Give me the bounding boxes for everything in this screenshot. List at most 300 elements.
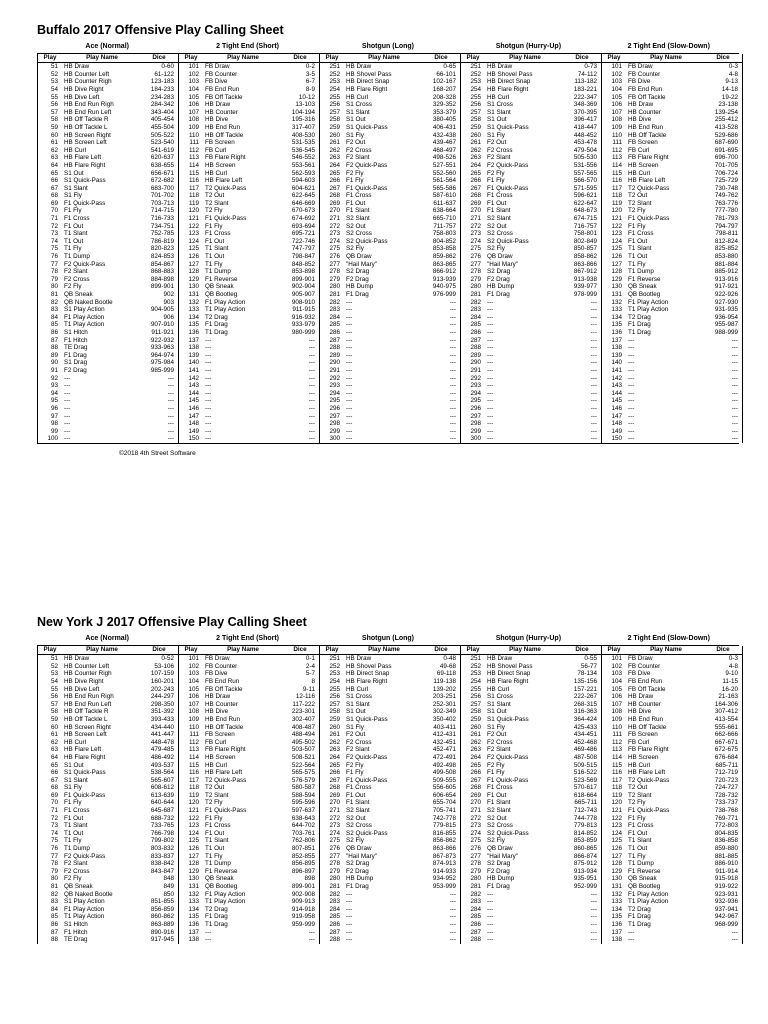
formation-title: 2 Tight End (Short) bbox=[216, 635, 280, 642]
play-row bbox=[179, 207, 319, 215]
dice-range: 899-901 bbox=[150, 283, 174, 291]
dice-range: --- bbox=[590, 890, 597, 898]
play-row bbox=[320, 405, 460, 413]
play-name: T1 Drag bbox=[628, 328, 651, 336]
play-name: --- bbox=[628, 420, 635, 428]
dice-range: 911-921 bbox=[151, 328, 174, 336]
play-row bbox=[602, 845, 742, 853]
dice-range: 0-73 bbox=[584, 63, 597, 71]
play-number: 133 bbox=[188, 898, 199, 906]
play-number: 296 bbox=[470, 404, 481, 412]
play-row bbox=[461, 845, 601, 853]
play-name: TE Drag bbox=[64, 936, 88, 944]
play-row bbox=[320, 815, 460, 823]
play-name: --- bbox=[346, 313, 353, 321]
play-name: QB Naked Bootle bbox=[64, 298, 113, 306]
play-name: S2 Cross bbox=[487, 230, 513, 238]
play-name: T1 Dump bbox=[628, 268, 654, 276]
play-name: "Hail Mary" bbox=[487, 260, 519, 268]
play-name: FB End Run bbox=[205, 677, 240, 685]
dice-range: 899-901 bbox=[291, 883, 315, 890]
dice-range: 848 bbox=[163, 875, 174, 883]
play-number: 125 bbox=[188, 245, 199, 253]
play-number: 82 bbox=[50, 890, 58, 898]
dice-range: --- bbox=[308, 404, 315, 412]
play-row bbox=[179, 898, 319, 906]
play-name: T1 Dump bbox=[64, 253, 90, 261]
play-number: 147 bbox=[611, 412, 622, 420]
dice-range: 674-715 bbox=[573, 215, 597, 223]
dice-range: 803-832 bbox=[150, 845, 174, 853]
dice-range: 597-637 bbox=[291, 807, 315, 815]
dice-range: 933-963 bbox=[150, 344, 174, 352]
dice-range: 712-719 bbox=[714, 769, 738, 777]
play-name: S2 Drag bbox=[346, 268, 370, 276]
dice-range: 255-412 bbox=[714, 116, 738, 124]
play-row bbox=[461, 898, 601, 906]
play-number: 125 bbox=[611, 837, 622, 845]
play-row bbox=[602, 132, 742, 140]
dice-range: 0-3 bbox=[728, 655, 738, 663]
play-number: 102 bbox=[188, 70, 199, 78]
play-row bbox=[320, 321, 460, 329]
play-number: 65 bbox=[50, 761, 58, 769]
dice-range: 913-938 bbox=[573, 275, 597, 283]
play-row bbox=[38, 397, 178, 405]
play-number: 90 bbox=[50, 359, 58, 367]
dice-range: 302-407 bbox=[291, 715, 315, 723]
dice-range: --- bbox=[308, 928, 315, 936]
play-row bbox=[602, 428, 742, 436]
play-row bbox=[320, 663, 460, 671]
dice-range: 978-999 bbox=[573, 291, 597, 298]
play-name: F1 Fly bbox=[346, 177, 364, 185]
play-row bbox=[602, 230, 742, 238]
dice-range: 479-485 bbox=[150, 746, 174, 754]
play-name: HB Draw bbox=[205, 101, 231, 109]
play-name: HB Curl bbox=[205, 761, 228, 769]
column-header bbox=[461, 646, 601, 655]
dice-range: 505-522 bbox=[150, 131, 174, 139]
play-row bbox=[320, 898, 460, 906]
play-row bbox=[179, 929, 319, 937]
dice-range: 904-905 bbox=[150, 306, 174, 314]
dice-range: 644-702 bbox=[291, 822, 315, 830]
play-row bbox=[602, 420, 742, 428]
play-row bbox=[602, 435, 742, 443]
dice-range: --- bbox=[308, 351, 315, 359]
play-name: --- bbox=[346, 366, 353, 374]
play-name: F2 Cross bbox=[346, 738, 372, 746]
play-row bbox=[320, 724, 460, 732]
dice-range: 915-918 bbox=[714, 875, 738, 883]
play-row bbox=[38, 929, 178, 937]
play-name: S1 Slant bbox=[487, 700, 511, 708]
play-number: 149 bbox=[188, 427, 199, 435]
play-row bbox=[179, 655, 319, 663]
dice-range: 69-118 bbox=[436, 670, 456, 678]
play-row bbox=[461, 883, 601, 891]
play-row bbox=[461, 177, 601, 185]
play-row bbox=[179, 321, 319, 329]
dice-range: 674-692 bbox=[291, 215, 315, 223]
play-row bbox=[38, 162, 178, 170]
play-number: 74 bbox=[50, 829, 58, 837]
dice-range: --- bbox=[449, 412, 456, 420]
dice-range: 452-468 bbox=[573, 738, 597, 746]
play-name: F1 Cross bbox=[64, 807, 90, 815]
play-row bbox=[320, 101, 460, 109]
dice-range: --- bbox=[731, 928, 738, 936]
play-number: 106 bbox=[188, 101, 199, 109]
play-number: 117 bbox=[188, 776, 199, 784]
play-row bbox=[602, 162, 742, 170]
play-name: HB Curl bbox=[346, 93, 369, 101]
play-name: HB Dive bbox=[205, 708, 229, 716]
play-row bbox=[602, 268, 742, 276]
play-number: 97 bbox=[50, 412, 58, 420]
dice-range: 453-478 bbox=[573, 139, 597, 147]
play-row bbox=[179, 746, 319, 754]
dice-range: 6-7 bbox=[305, 78, 315, 86]
play-grid bbox=[37, 645, 739, 944]
play-name: --- bbox=[628, 336, 635, 344]
play-row bbox=[38, 784, 178, 792]
play-name: --- bbox=[346, 420, 353, 428]
play-row bbox=[320, 352, 460, 360]
play-name: T1 Out bbox=[64, 829, 84, 837]
dice-range: 665-710 bbox=[432, 215, 456, 223]
play-row bbox=[38, 913, 178, 921]
dice-range: --- bbox=[167, 412, 174, 420]
play-number: 264 bbox=[329, 161, 340, 169]
play-name: --- bbox=[487, 928, 494, 936]
dice-range: --- bbox=[449, 344, 456, 352]
play-name: HB Off Tackle R bbox=[64, 116, 109, 124]
play-row bbox=[602, 807, 742, 815]
play-number: 275 bbox=[329, 837, 340, 845]
play-number: 117 bbox=[611, 184, 622, 192]
play-number: 100 bbox=[47, 435, 58, 443]
play-row bbox=[38, 200, 178, 208]
play-name: FB Flare Right bbox=[205, 154, 246, 162]
play-number: 71 bbox=[50, 215, 58, 223]
dice-range: 56-77 bbox=[580, 662, 597, 670]
play-name: S2 Slant bbox=[346, 215, 370, 223]
play-row bbox=[179, 390, 319, 398]
play-name: F1 Play Action bbox=[205, 298, 246, 306]
play-number: 75 bbox=[50, 837, 58, 845]
play-row bbox=[461, 71, 601, 79]
play-row bbox=[179, 891, 319, 899]
play-name: F2 Fly bbox=[487, 761, 505, 769]
dice-range: 587-610 bbox=[432, 192, 456, 200]
play-number: 135 bbox=[611, 913, 622, 921]
play-row bbox=[320, 799, 460, 807]
play-name: S2 Slant bbox=[346, 807, 370, 815]
dice-range: 850 bbox=[163, 890, 174, 898]
dice-range: --- bbox=[590, 359, 597, 367]
dice-range: --- bbox=[590, 898, 597, 906]
play-name: HB Curl bbox=[487, 93, 510, 101]
play-name: FB Screen bbox=[628, 731, 658, 739]
play-name: --- bbox=[487, 344, 494, 352]
play-row bbox=[461, 329, 601, 337]
play-row bbox=[461, 891, 601, 899]
play-row bbox=[461, 139, 601, 147]
play-name: HB Shovel Pass bbox=[346, 662, 392, 670]
play-row bbox=[179, 762, 319, 770]
dice-range: 703-761 bbox=[291, 829, 315, 837]
dice-range: 565-607 bbox=[150, 776, 174, 784]
play-row bbox=[179, 906, 319, 914]
play-number: 273 bbox=[470, 822, 481, 830]
dice-range: --- bbox=[449, 890, 456, 898]
play-name: HB Counter bbox=[628, 700, 661, 708]
play-row bbox=[320, 147, 460, 155]
play-number: 252 bbox=[470, 70, 481, 78]
play-number: 79 bbox=[50, 867, 58, 875]
play-row bbox=[38, 207, 178, 215]
play-name: HB End Run Left bbox=[64, 700, 112, 708]
play-name: HB Shovel Pass bbox=[487, 70, 533, 78]
play-row bbox=[602, 724, 742, 732]
dice-range: 441-447 bbox=[150, 731, 174, 739]
play-row bbox=[320, 382, 460, 390]
dice-range: --- bbox=[590, 928, 597, 936]
play-name: HB Draw bbox=[205, 693, 231, 701]
play-row bbox=[320, 891, 460, 899]
play-row bbox=[320, 716, 460, 724]
play-name: HB End Run bbox=[628, 123, 664, 131]
dice-range: 469-486 bbox=[573, 746, 597, 754]
play-number: 108 bbox=[188, 708, 199, 716]
dice-range: 909-913 bbox=[291, 898, 315, 906]
play-row bbox=[602, 78, 742, 86]
play-number: 114 bbox=[611, 161, 622, 169]
play-row bbox=[320, 78, 460, 86]
play-number: 54 bbox=[50, 677, 58, 685]
play-row bbox=[320, 230, 460, 238]
column-header bbox=[320, 54, 460, 63]
play-name-header: Play Name bbox=[86, 646, 118, 653]
play-row bbox=[602, 405, 742, 413]
play-row bbox=[179, 245, 319, 253]
play-number: 120 bbox=[188, 207, 199, 215]
dice-range: 863-865 bbox=[432, 260, 456, 268]
play-row bbox=[461, 731, 601, 739]
play-name: HB Draw bbox=[628, 101, 654, 109]
play-name: F1 Quick-Pass bbox=[205, 807, 247, 815]
play-number: 55 bbox=[50, 93, 58, 101]
play-name: HB Dive bbox=[628, 116, 652, 124]
play-number: 104 bbox=[611, 85, 622, 93]
play-number: 69 bbox=[50, 199, 58, 207]
play-row bbox=[602, 693, 742, 701]
play-number: 132 bbox=[611, 298, 622, 306]
play-number: 295 bbox=[329, 397, 340, 405]
play-name: F1 Cross bbox=[346, 192, 372, 200]
column-header bbox=[320, 646, 460, 655]
play-name: HB Curl bbox=[205, 169, 228, 177]
play-row bbox=[38, 655, 178, 663]
play-name: --- bbox=[64, 420, 71, 428]
play-name: S1 Drag bbox=[64, 359, 88, 367]
play-name: F1 Play Action bbox=[64, 313, 105, 321]
play-row bbox=[179, 139, 319, 147]
play-row bbox=[38, 132, 178, 140]
play-row bbox=[38, 215, 178, 223]
play-number: 258 bbox=[470, 116, 481, 124]
play-name: --- bbox=[64, 427, 71, 435]
play-name: F1 Slant bbox=[487, 799, 511, 807]
play-name: S2 Out bbox=[487, 222, 507, 230]
play-name: T2 Slant bbox=[628, 791, 652, 799]
play-name: F1 Drag bbox=[487, 291, 510, 298]
play-number: 261 bbox=[470, 731, 481, 739]
play-name: --- bbox=[346, 359, 353, 367]
play-row bbox=[179, 116, 319, 124]
dice-range: 160-201 bbox=[150, 677, 174, 685]
play-name: F1 Play Action bbox=[628, 298, 669, 306]
formation-column bbox=[602, 646, 743, 944]
play-row bbox=[179, 268, 319, 276]
play-name: --- bbox=[487, 420, 494, 428]
play-name: F1 Play Action bbox=[64, 905, 105, 913]
dice-range: 576-579 bbox=[291, 776, 315, 784]
play-name: --- bbox=[205, 351, 212, 359]
play-name: HB Draw bbox=[64, 655, 90, 663]
play-row bbox=[461, 306, 601, 314]
play-row bbox=[461, 739, 601, 747]
dice-header: Dice bbox=[575, 646, 589, 653]
dice-range: --- bbox=[308, 936, 315, 944]
dice-range: 16-20 bbox=[721, 685, 738, 693]
play-number: 288 bbox=[470, 936, 481, 944]
dice-range: 117-222 bbox=[292, 700, 315, 708]
play-name: S1 Out bbox=[346, 116, 366, 124]
play-row bbox=[179, 853, 319, 861]
play-number: 281 bbox=[329, 291, 340, 298]
play-row bbox=[179, 306, 319, 314]
dice-range: --- bbox=[590, 336, 597, 344]
play-number: 52 bbox=[50, 662, 58, 670]
play-row bbox=[38, 321, 178, 329]
play-header: Play bbox=[184, 54, 198, 61]
play-row bbox=[461, 86, 601, 94]
play-row bbox=[320, 807, 460, 815]
play-name: F1 Drag bbox=[628, 321, 651, 329]
play-name: FB Counter bbox=[205, 70, 238, 78]
play-name: F1 Quick-Pass bbox=[628, 807, 670, 815]
dice-range: 863-866 bbox=[432, 845, 456, 853]
play-row bbox=[461, 276, 601, 284]
play-name: HB Draw bbox=[628, 693, 654, 701]
play-name: FB Flare Right bbox=[205, 746, 246, 754]
dice-range: 555-661 bbox=[714, 723, 738, 731]
play-name: F1 Slant bbox=[487, 207, 511, 215]
play-number: 299 bbox=[329, 427, 340, 435]
play-number: 119 bbox=[611, 199, 622, 207]
play-row bbox=[461, 655, 601, 663]
play-number: 140 bbox=[188, 359, 199, 367]
dice-range: 885-912 bbox=[714, 268, 738, 276]
play-row bbox=[320, 185, 460, 193]
play-row bbox=[38, 268, 178, 276]
play-number: 101 bbox=[611, 655, 622, 663]
dice-range: 104-194 bbox=[291, 108, 315, 116]
play-row bbox=[38, 390, 178, 398]
play-number: 122 bbox=[188, 814, 199, 822]
dice-range: 8 bbox=[311, 677, 315, 685]
dice-range: 135-156 bbox=[573, 677, 597, 685]
play-number: 128 bbox=[611, 268, 622, 276]
play-number: 251 bbox=[329, 63, 340, 71]
dice-range: 711-757 bbox=[433, 222, 456, 230]
play-header: Play bbox=[607, 54, 621, 61]
play-grid bbox=[37, 53, 739, 443]
play-name: HB End Run bbox=[205, 123, 241, 131]
play-name: S1 Out bbox=[64, 761, 84, 769]
play-number: 273 bbox=[470, 230, 481, 238]
play-row bbox=[38, 78, 178, 86]
dice-range: --- bbox=[590, 374, 597, 382]
play-name: --- bbox=[205, 412, 212, 420]
play-name: T2 Out bbox=[205, 784, 225, 792]
play-name: FB Screen bbox=[628, 139, 658, 147]
play-row bbox=[38, 678, 178, 686]
play-name: --- bbox=[205, 427, 212, 435]
dice-range: 833-837 bbox=[150, 852, 174, 860]
play-number: 257 bbox=[329, 108, 340, 116]
play-row bbox=[179, 101, 319, 109]
play-row bbox=[461, 109, 601, 117]
play-row bbox=[179, 428, 319, 436]
play-row bbox=[38, 853, 178, 861]
play-name: FB Counter bbox=[628, 662, 661, 670]
play-number: 277 bbox=[470, 852, 481, 860]
play-number: 272 bbox=[470, 814, 481, 822]
play-name: T2 Fly bbox=[205, 207, 223, 215]
play-row bbox=[461, 875, 601, 883]
play-row bbox=[602, 276, 742, 284]
play-name: FB Dive bbox=[205, 670, 228, 678]
play-row bbox=[602, 200, 742, 208]
play-number: 108 bbox=[188, 116, 199, 124]
play-row bbox=[179, 375, 319, 383]
dice-range: 413-554 bbox=[714, 715, 738, 723]
dice-range: 596-621 bbox=[573, 192, 597, 200]
play-row bbox=[602, 344, 742, 352]
formation-column bbox=[320, 54, 461, 443]
play-row bbox=[38, 261, 178, 269]
dice-range: 61-122 bbox=[154, 70, 174, 78]
dice-range: 53-106 bbox=[154, 662, 174, 670]
play-number: 59 bbox=[50, 715, 58, 723]
dice-range: 638-655 bbox=[150, 161, 174, 169]
play-number: 51 bbox=[50, 63, 58, 71]
dice-range: 638-643 bbox=[291, 814, 315, 822]
dice-range: 19-22 bbox=[721, 93, 738, 101]
dice-range: 820-823 bbox=[150, 245, 174, 253]
play-row bbox=[38, 283, 178, 291]
dice-header: Dice bbox=[434, 646, 448, 653]
play-name: FB Dive bbox=[205, 78, 228, 86]
play-number: 119 bbox=[188, 791, 199, 799]
play-number: 136 bbox=[188, 328, 199, 336]
dice-range: 588-594 bbox=[291, 791, 315, 799]
play-name: F1 Slant bbox=[346, 799, 370, 807]
